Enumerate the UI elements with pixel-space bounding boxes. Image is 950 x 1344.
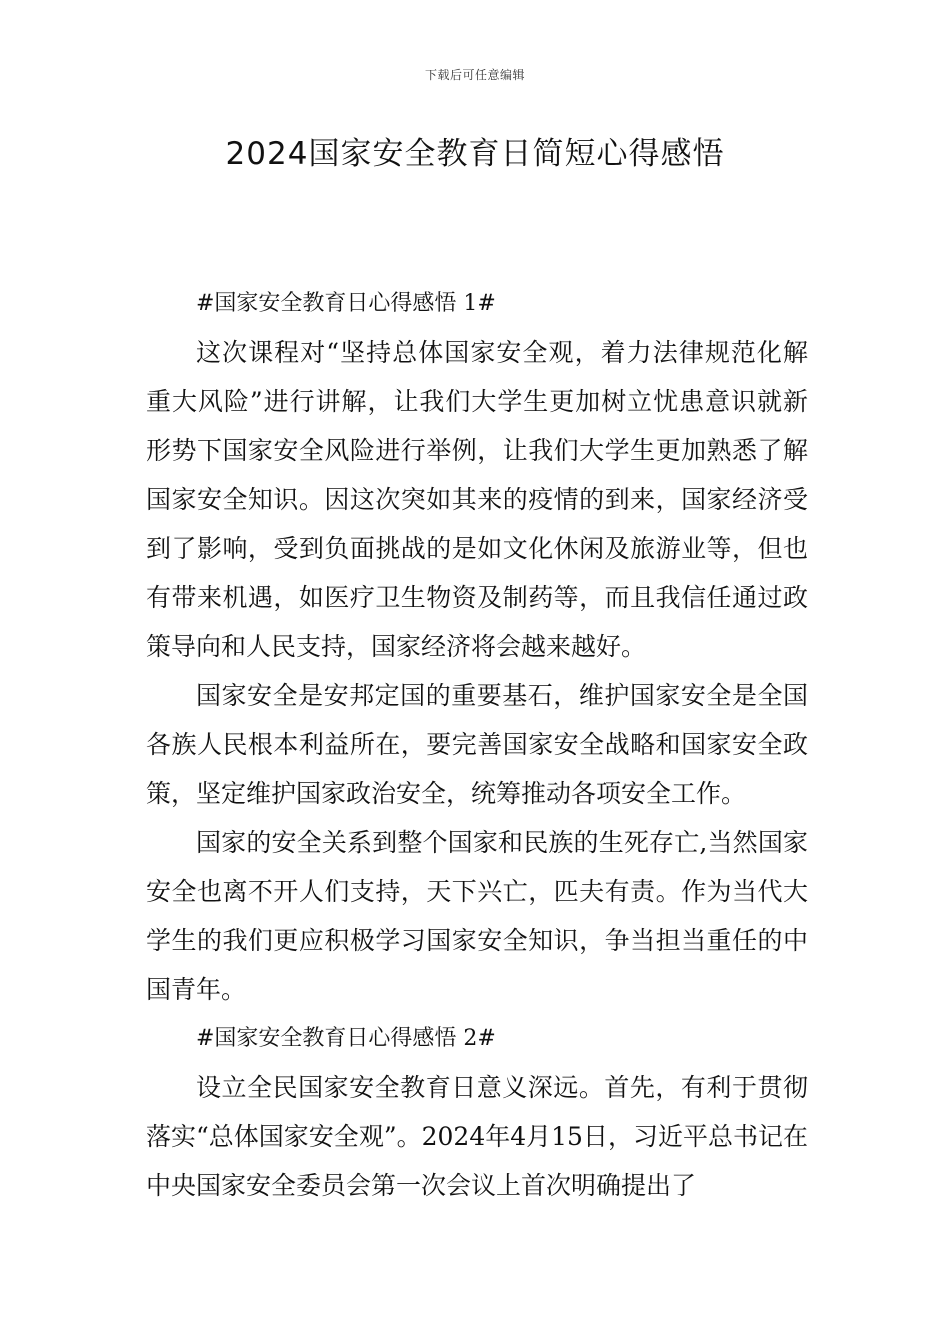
document-title: 2024国家安全教育日简短心得感悟 bbox=[225, 136, 725, 172]
document-body bbox=[146, 279, 808, 1210]
section-heading-2: #国家安全教育日心得感悟 2# bbox=[196, 1026, 496, 1051]
paragraph: 国家安全是安邦定国的重要基石，维护国家安全是全国各族人民根本利益所在，要完善国家安全战略和国家安全政策，坚定维护国家政治安全，统筹推动各项安全工作。 bbox=[146, 681, 808, 808]
paragraph: 设立全民国家安全教育日意义深远。首先，有利于贯彻落实“总体国家安全观”。2024年4月15日，习近平总书记在中央国家安全委员会第一次会议上首次明确提出了 bbox=[146, 1073, 808, 1200]
section-heading-1: #国家安全教育日心得感悟 1# bbox=[196, 291, 496, 316]
paragraph: 国家的安全关系到整个国家和民族的生死存亡,当然国家安全也离不开人们支持，天下兴亡，匹夫有责。作为当代大学生的我们更应积极学习国家安全知识，争当担当重任的中国青年。 bbox=[146, 828, 808, 1004]
paragraph: 这次课程对“坚持总体国家安全观，着力法律规范化解重大风险”进行讲解，让我们大学生更加树立忧患意识就新形势下国家安全风险进行举例，让我们大学生更加熟悉了解国家安全知识。因这次突如其来的疫情的到来，国家经济受到了影响，受到负面挑战的是如文化休闲及旅游业等，但也有带来机遇，如医疗卫生物资及制药等，而且我信任通过政策导向和人民支持，国家经济将会越来越好。 bbox=[146, 338, 808, 661]
header-note: 下载后可任意编辑 bbox=[424, 68, 525, 82]
